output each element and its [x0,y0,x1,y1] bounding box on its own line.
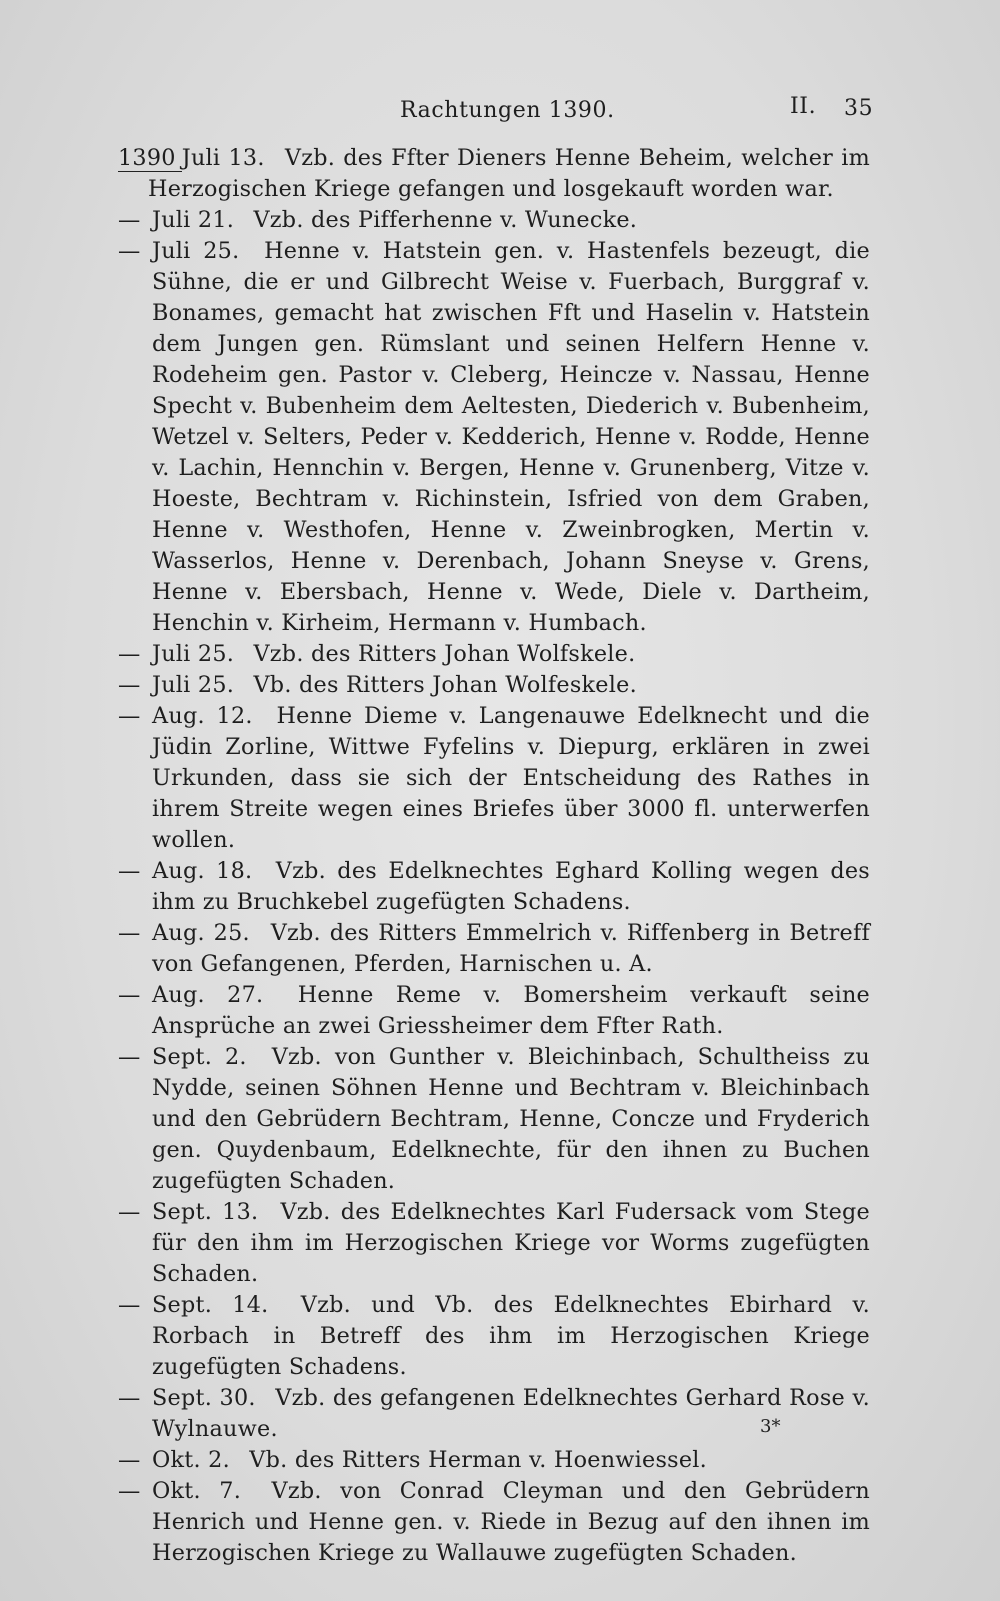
calendar-entry [118,1197,870,1290]
entry-text: Henne Reme v. Bomersheim verkauft seine Ansprüche an zwei Griessheimer dem Ffter Rath. [152,982,871,1039]
entry-date: Juli 25. [152,238,240,264]
entry-text: Vzb. von Conrad Cleyman und den Gebrüdern Henrich und Henne gen. v. Riede in Bezug auf den ihnen im Herzogischen Kriege zu Wallauwe zugefügten Schaden. [152,1478,870,1566]
ditto-dash: — [118,238,141,264]
year-label: 1390 [118,145,182,172]
calendar-entry [118,1290,870,1383]
entry-date: Juli 25. [152,641,235,667]
running-header [118,94,874,134]
entry-date: Juli 21. [152,207,235,233]
calendar-entry [118,856,870,918]
entry-date: Okt. 7. [152,1478,242,1504]
ditto-dash: — [118,1044,141,1070]
entry-text: Vb. des Ritters Herman v. Hoenwiessel. [249,1447,708,1473]
entry-list [118,143,870,1569]
entry-text: Vzb. des gefangenen Edelknechtes Gerhard Rose v. Wylnauwe. [152,1385,870,1442]
entry-date: Juli 13. [181,145,265,171]
calendar-entry [118,701,870,856]
ditto-dash: — [118,1447,141,1473]
calendar-entry [118,1476,870,1569]
entry-date: Juli 25. [152,672,235,698]
calendar-entry [118,205,870,236]
entry-text: Vzb. von Gunther v. Bleichinbach, Schultheiss zu Nydde, seinen Söhnen Henne und Bechtram v. Bleichinbach und den Gebrüdern Bechtram, Henne, Concze und Fryderich gen. Quydenbaum, Edelknechte, für den ihnen zu Buchen zugefügten Schaden. [152,1044,871,1194]
calendar-entry [118,1042,870,1197]
calendar-entry [118,639,870,670]
page-number: 35 [844,96,874,121]
running-title: Rachtungen 1390. [400,98,615,123]
entry-date: Sept. 14. [152,1292,269,1318]
entry-text: Henne Dieme v. Langenauwe Edelknecht und die Jüdin Zorline, Wittwe Fyfelins v. Diepurg, erklären in zwei Urkunden, dass sie sich der Entscheidung des Rathes in ihrem Streite wegen eines Briefes über 3000 fl. unterwerfen wollen. [152,703,870,853]
entry-text: Vzb. des Edelknechtes Eghard Kolling wegen des ihm zu Bruchkebel zugefügten Schadens. [152,858,871,915]
entry-date: Okt. 2. [152,1447,230,1473]
entry-date: Aug. 18. [152,858,253,884]
entry-text: Vzb. des Ritters Emmelrich v. Riffenberg in Betreff von Gefangenen, Pferden, Harnischen u. A. [152,920,871,977]
entry-date: Sept. 13. [152,1199,259,1225]
calendar-entry [118,1383,870,1445]
entry-text: Henne v. Hatstein gen. v. Hastenfels bezeugt, die Sühne, die er und Gilbrecht Weise v. Fuerbach, Burggraf v. Bonames, gemacht hat zwischen Fft und Haselin v. Hatstein dem Jungen gen. Rümslant und seinen Helfern Henne v. Rodeheim gen. Pastor v. Cleberg, Heincze v. Nassau, Henne Specht v. Bubenheim dem Aeltesten, Diederich v. Bubenheim, Wetzel v. Selters, Peder v. Kedderich, Henne v. Rodde, Henne v. Lachin, Hennchin v. Bergen, Henne v. Grunenberg, Vitze v. Hoeste, Bechtram v. Richinstein, Isfried von dem Graben, Henne v. Westhofen, Henne v. Zweinbrogken, Mertin v. Wasserlos, Henne v. Derenbach, Johann Sneyse v. Grens, Henne v. Ebersbach, Henne v. Wede, Diele v. Dartheim, Henchin v. Kirheim, Hermann v. Humbach. [152,238,870,636]
calendar-entry [118,143,870,205]
calendar-entry [118,670,870,701]
ditto-dash: — [118,1385,141,1411]
entry-date: Sept. 2. [152,1044,247,1070]
signature-mark: 3* [760,1416,781,1437]
entry-date: Aug. 25. [152,920,250,946]
entry-text: Vzb. des Pifferhenne v. Wunecke. [253,207,638,233]
ditto-dash: — [118,207,141,233]
entry-date: Aug. 27. [152,982,264,1008]
entry-date: Sept. 30. [152,1385,256,1411]
ditto-dash: — [118,982,141,1008]
entry-text: Vzb. des Ffter Dieners Henne Beheim, welcher im Herzogischen Kriege gefangen und losgekauft worden war. [148,145,871,202]
calendar-entry [118,236,870,639]
calendar-entry [118,1445,870,1476]
calendar-entry [118,980,870,1042]
entry-text: Vzb. und Vb. des Edelknechtes Ebirhard v. Rorbach in Betreff des ihm im Herzogischen Kriege zugefügten Schadens. [152,1292,871,1380]
ditto-dash: — [118,703,141,729]
chapter-number: II. [790,94,817,119]
ditto-dash: — [118,1292,141,1318]
ditto-dash: — [118,1199,141,1225]
ditto-dash: — [118,920,141,946]
entry-text: Vzb. des Edelknechtes Karl Fudersack vom Stege für den ihm im Herzogischen Kriege vor Worms zugefügten Schaden. [152,1199,870,1287]
ditto-dash: — [118,858,141,884]
ditto-dash: — [118,641,141,667]
calendar-entry [118,918,870,980]
entry-text: Vzb. des Ritters Johan Wolfskele. [253,641,636,667]
ditto-dash: — [118,1478,141,1504]
entry-date: Aug. 12. [152,703,253,729]
ditto-dash: — [118,672,141,698]
entry-text: Vb. des Ritters Johan Wolfeskele. [253,672,637,698]
